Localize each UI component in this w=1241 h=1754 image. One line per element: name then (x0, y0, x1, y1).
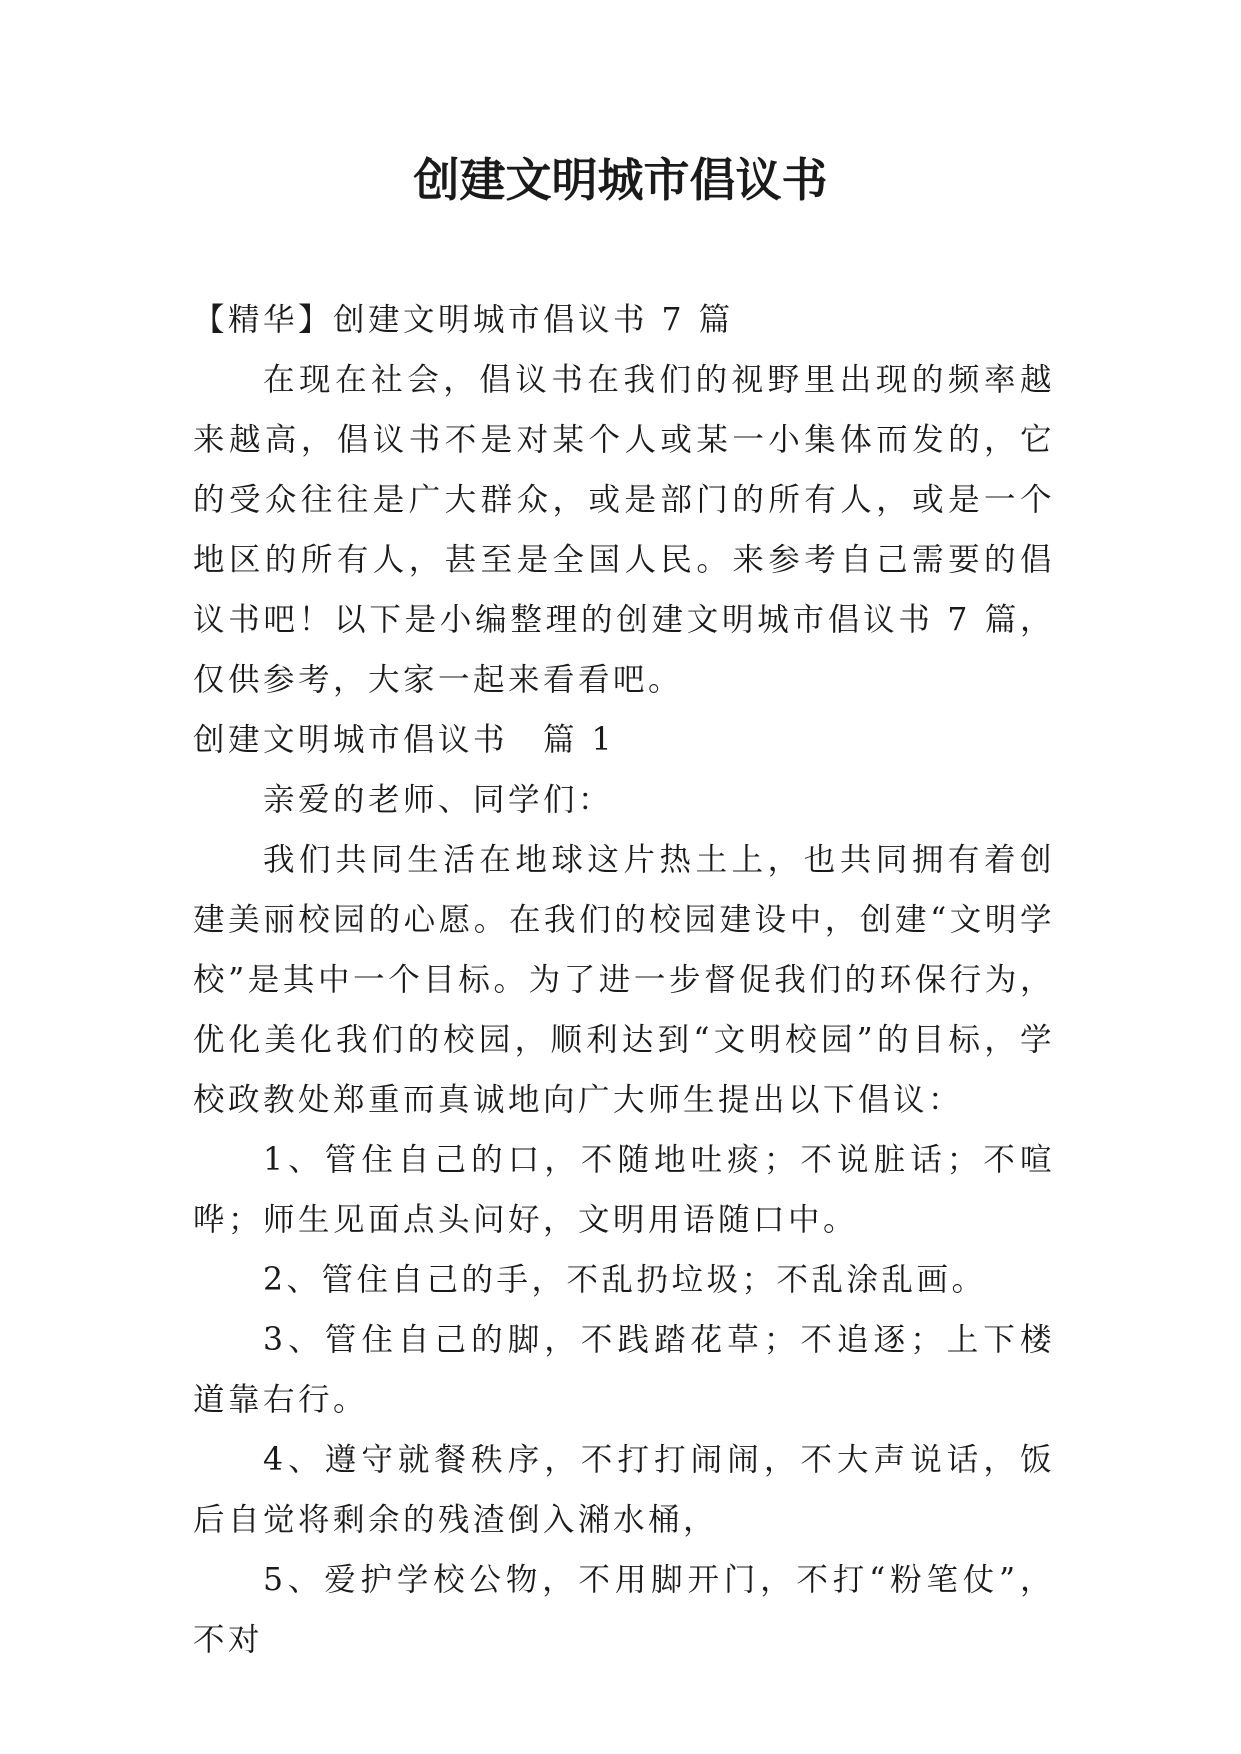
intro-paragraph: 在现在社会，倡议书在我们的视野里出现的频率越来越高，倡议书不是对某个人或某一小集体而发的，它的受众往往是广大群众，或是部门的所有人，或是一个地区的所有人，甚至是全国人民。来参考自己需要的倡议书吧！以下是小编整理的创建文明城市倡议书 7 篇，仅供参考，大家一起来看看吧。 (193, 362, 1055, 698)
proposal-item-4: 4、遵守就餐秩序，不打打闹闹，不大声说话，饭后自觉将剩余的残渣倒入潲水桶， (193, 1442, 1055, 1538)
body-paragraph: 我们共同生活在地球这片热土上，也共同拥有着创建美丽校园的心愿。在我们的校园建设中，创建“文明学校”是其中一个目标。为了进一步督促我们的环保行为，优化美化我们的校园，顺利达到“文明校园”的目标，学校政教处郑重而真诚地向广大师生提出以下倡议： (193, 842, 1055, 1118)
document-body (193, 290, 1055, 1670)
proposal-item-1: 1、管住自己的口，不随地吐痰；不说脏话；不喧哗；师生见面点头问好，文明用语随口中。 (193, 1142, 1055, 1238)
salutation: 亲爱的老师、同学们： (263, 782, 614, 818)
proposal-item-3: 3、管住自己的脚，不践踏花草；不追逐；上下楼道靠右行。 (193, 1322, 1055, 1418)
proposal-item-5: 5、爱护学校公物，不用脚开门，不打“粉笔仗”，不对 (193, 1562, 1055, 1658)
section-heading: 创建文明城市倡议书 篇 1 (193, 722, 616, 758)
document-subtitle: 【精华】创建文明城市倡议书 7 篇 (193, 302, 734, 338)
proposal-item-2: 2、管住自己的手，不乱扔垃圾；不乱涂乱画。 (263, 1262, 987, 1298)
document-title: 创建文明城市倡议书 (413, 153, 828, 207)
